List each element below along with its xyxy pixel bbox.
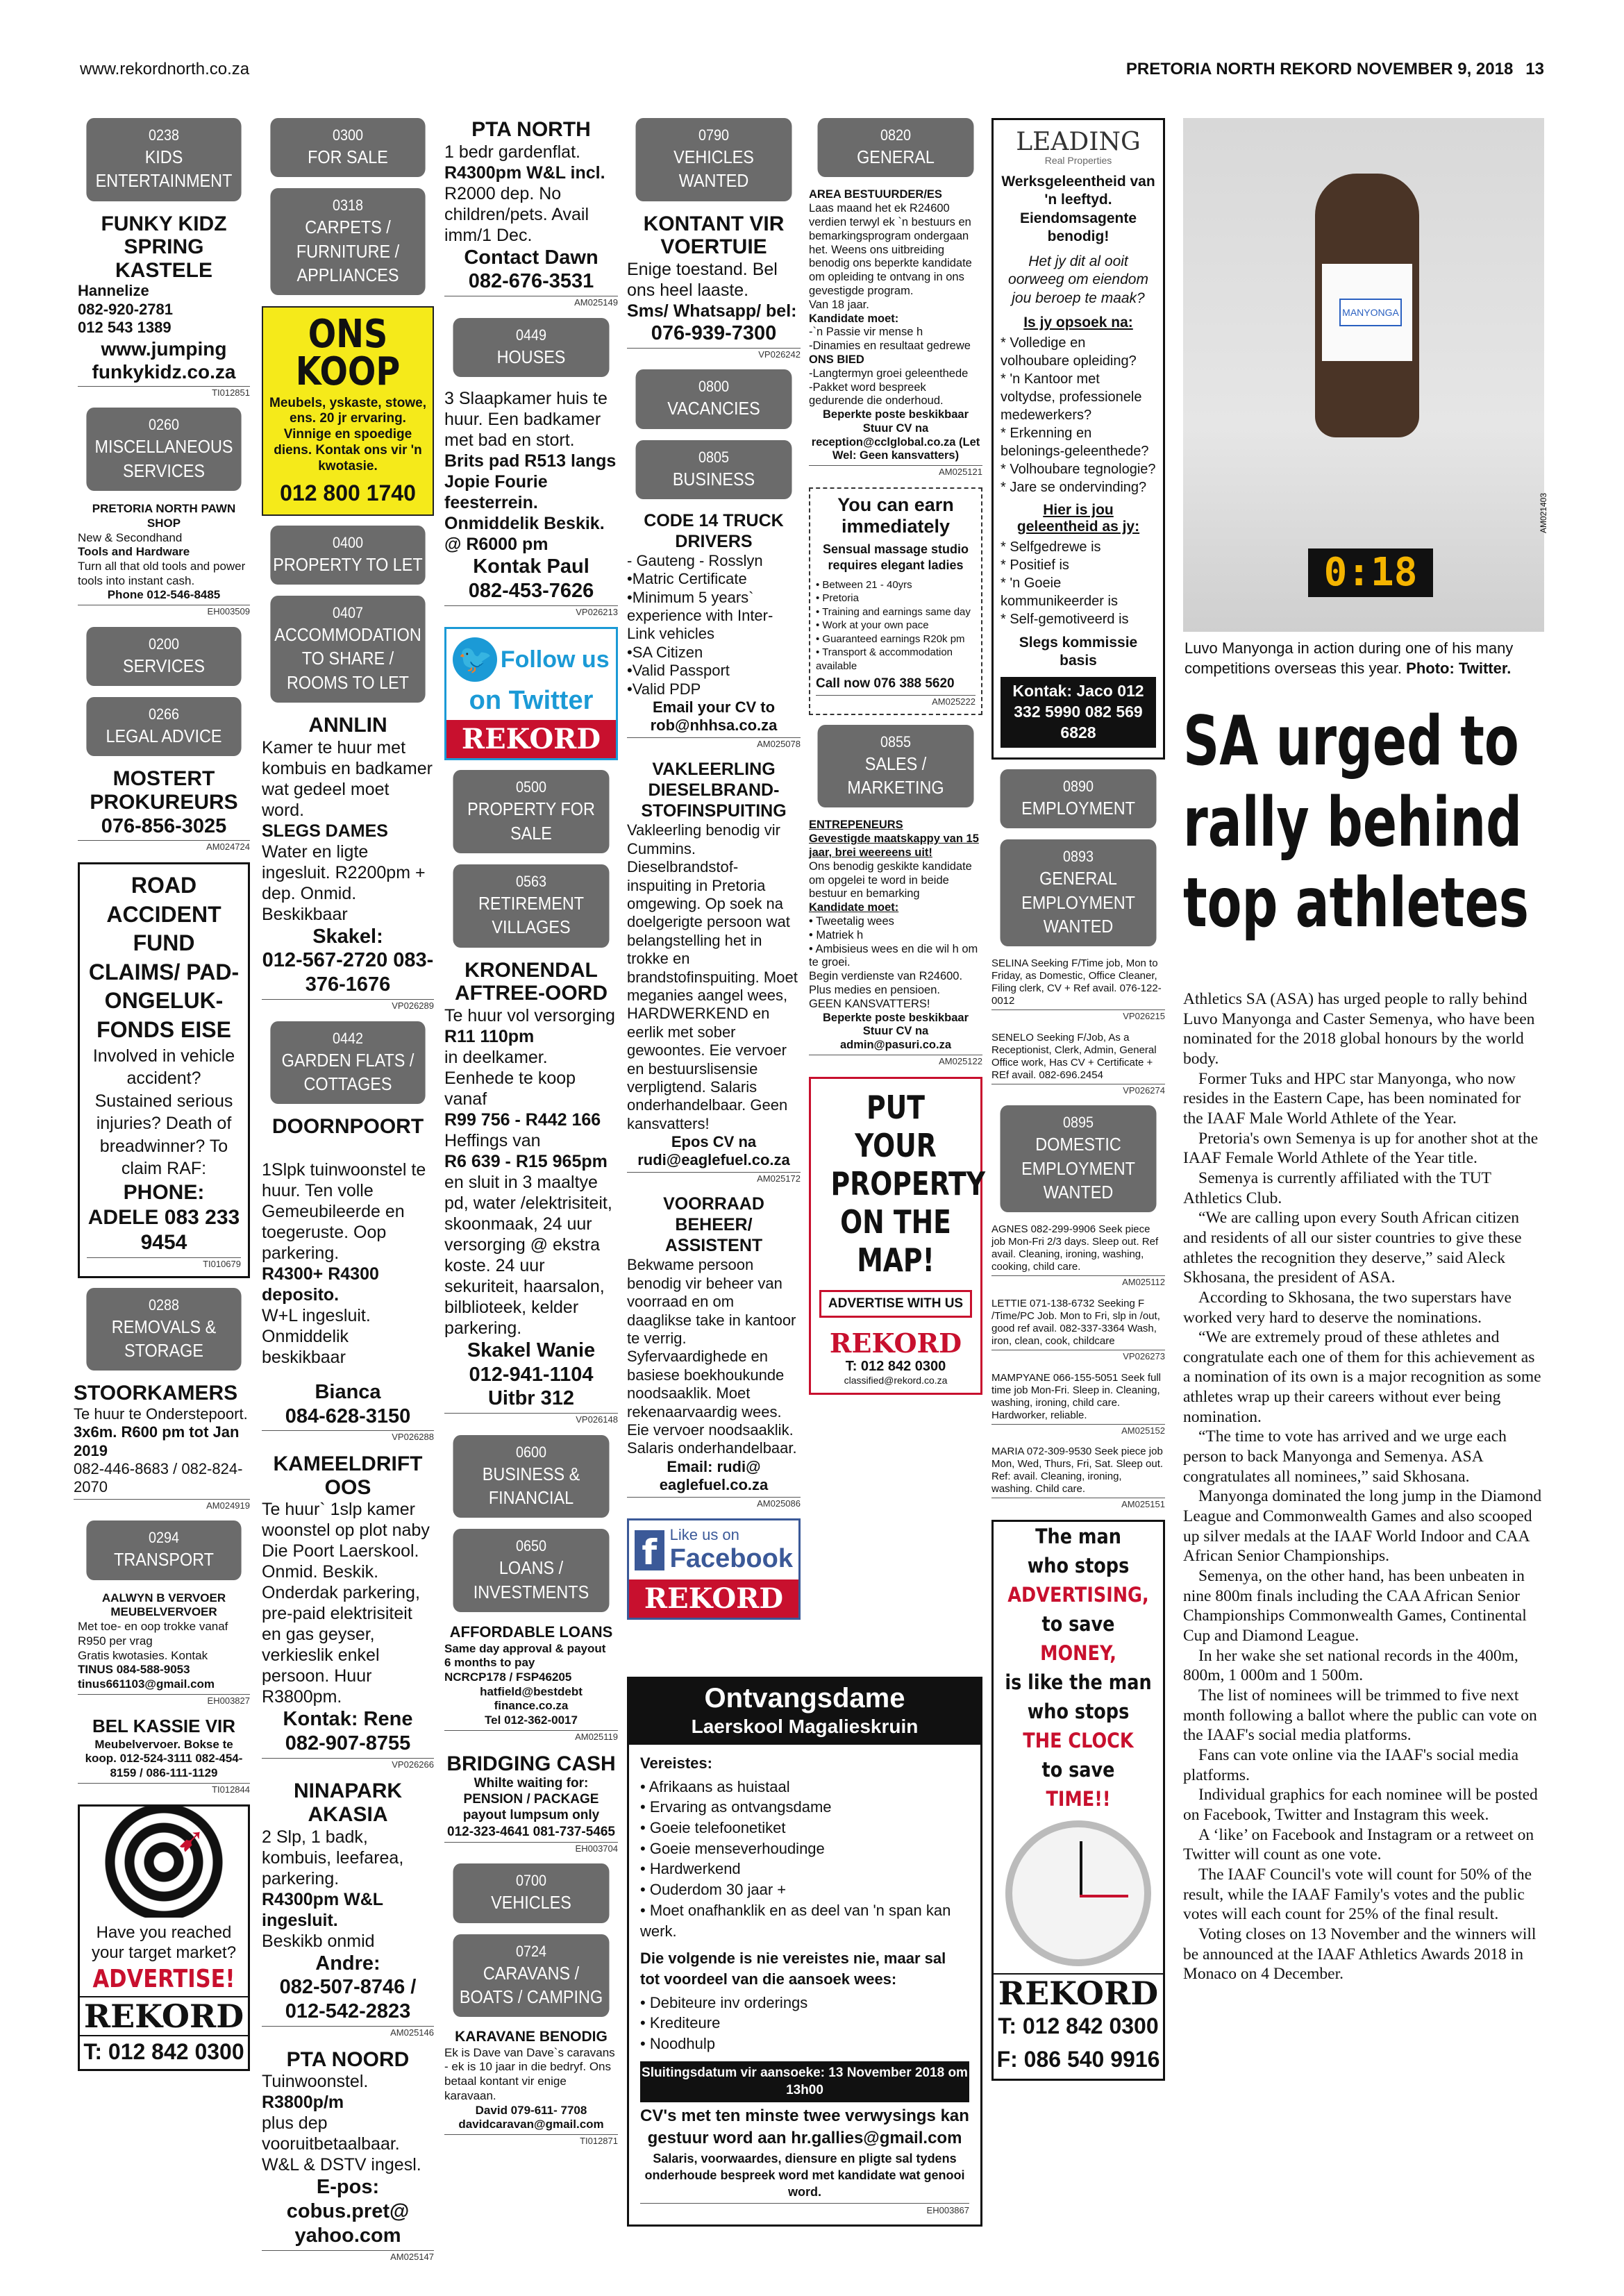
classified-ad: MARIA 072-309-9530 Seek piece job Mon, Wed, Thurs, Fri, Sat. Sleep out. Ref: avail. Cleaning, ironing, washing. Child care. AM025151	[991, 1446, 1165, 1510]
classified-ad: ANNLIN Kamer te huur met kombuis en badkamer wat gedeel moet word. SLEGS DAMES Water en ligte ingesluit. R2200pm + dep. Onmid. Beskikbaar Skakel: 012-567-2720 083-376-1676 VP026289	[262, 713, 434, 1011]
classified-ad: AALWYN B VERVOER MEUBELVERVOER Met toe- en oop trokke vanaf R950 per vrag Gratis kwotasies. Kontak TINUS 084-588-9053 tinus661103@gmail.com EH003827	[78, 1591, 250, 1706]
category-header: 0805 BUSINESS	[636, 440, 792, 499]
classified-ad: KRONENDAL AFTREE-OORD Te huur vol versorging R11 110pm in deelkamer. Eenhede te koop vanaf R99 756 - R442 166 Heffings van R6 639 - R15 965pm en sluit in 3 maaltye pd, water /elektrisiteit, skoonmaak, 24 uur versorging @ ekstra koste. 24 uur sekuriteit, haarsalon, bilblioteek, kelder parkering. Skakel Wanie 012-941-1104 Uitbr 312 VP026148	[444, 958, 618, 1425]
classified-ad: FUNKY KIDZ SPRING KASTELE Hannelize 082-920-2781 012 543 1389 www.jumping funkykidz.co.za TI012851	[78, 212, 250, 398]
stop-the-clock-ad: The man who stops ADVERTISING, to save MONEY, is like the man who stops THE CLOCK to save TIME!! REKORD T: 012 842 0300 F: 086 540 9916	[991, 1520, 1165, 2081]
classified-ad: MOSTERT PROKUREURS 076-856-3025 AM024724	[78, 767, 250, 853]
facebook-icon: f	[635, 1530, 664, 1570]
photo-credit: Photo: Twitter.	[1406, 659, 1512, 677]
category-header: 0600 BUSINESS & FINANCIAL	[453, 1435, 610, 1518]
classified-ad: PRETORIA NORTH PAWN SHOP New & Secondhand Tools and Hardware Turn all that old tools and power tools into instant cash. Phone 012-546-8485 EH003509	[78, 502, 250, 617]
classified-ad: AGNES 082-299-9906 Seek piece job Mon-Fri 2/3 days. Sleep out. Ref avail. Cleaning, ironing, washing, cooking, child care. AM025112	[991, 1223, 1165, 1288]
twitter-bird-icon: 🐦	[453, 637, 497, 682]
classified-ad: MAMPYANE 066-155-5051 Seek full time job Mon-Fri. Sleep in. Cleaning, washing, ironing, child care. Hardworker, reliable. AM025152	[991, 1371, 1165, 1436]
rekord-logo: REKORD	[629, 1579, 798, 1618]
classified-ad: 3 Slaapkamer huis te huur. Een badkamer met bad en stort. Brits pad R513 langs Jopie Fourie feesterrein. Onmiddelik Beskik. @ R6000 pm Kontak Paul 082-453-7626 VP026213	[444, 389, 618, 617]
race-bib: MANYONGA	[1339, 299, 1402, 326]
category-header: 0294 TRANSPORT	[86, 1520, 241, 1579]
scoreboard: 0:18	[1308, 548, 1433, 597]
category-header: 0563 RETIREMENT VILLAGES	[453, 864, 610, 948]
ad-reference: TI012851	[78, 386, 250, 399]
category-header: 0200 SERVICES	[86, 627, 241, 686]
dart-icon: ➹	[177, 1822, 206, 1859]
classified-ad: KARAVANE BENODIG Ek is Dave van Dave`s caravans - ek is 10 jaar in die bedryf. Ons betaal kontant vir enige karavaan. David 079-611- 7708 davidcaravan@gmail.com TI012871	[444, 2029, 618, 2146]
category-header: 0400 PROPERTY TO LET	[270, 526, 425, 585]
classified-ad: NINAPARK AKASIA 2 Slp, 1 badk, kombuis, leefarea, parkering. R4300pm W&L ingesluit. Beskikb onmid Andre: 082-507-8746 / 012-542-2823 AM025146	[262, 1779, 434, 2038]
category-header: 0260 MISCELLANEOUS SERVICES	[86, 408, 241, 491]
category-header: 0407 ACCOMMODATION TO SHARE / ROOMS TO LET	[270, 596, 425, 703]
classified-ad: SELINA Seeking F/Time job, Mon to Friday, as Domestic, Office Cleaner, Filing clerk, CV + Ref avail. 076-122-0012 VP026215	[991, 957, 1165, 1022]
article-body: Athletics SA (ASA) has urged people to rally behind Luvo Manyonga and Caster Semenya, who have been nominated for the 2018 global honours by the world body. Former Tuks and HPC star Manyonga, who now resides in the Eastern Cape, has been nominated for the IAAF Male World Athlete of the Year. Pretoria's own Semenya is up for another shot at the IAAF Female World Athlete of the Year title. Semenya is currently affiliated with the TUT Athletics Club. “We are calling upon every South African citizen and residents of all our sister countries to give these athletes the recognition they deserve,” said Aleck Skhosana, the president of ASA. According to Skhosana, the two superstars have worked very hard to deserve the nominations. “We are extremely proud of these athletes and congratulate each one of them for this achievement as a nomination of its own is a major recognition as some athletes wrap up their careers without ever being nomination. “The time to vote has arrived and we urge each person to back Manyonga and Semenya. ASA congratulates all nominees,” said Skhosana. Manyonga dominated the long jump in the Diamond League and Commonwealth Games and also scooped up silver medals at the IAAF World Indoor and CAA African Senior Championships. Semenya, on the other hand, has been unbeaten in nine 800m finals including the CAA African Senior Championships Commonwealth Games, Continental Cup and Diamond League. In her wake she set national records in the 400m, 800m, 1 000m and 1 500m. The list of nominees will be trimmed to five next month following a ballot where the public can vote on the IAAF's social media platforms. Fans can vote online via the IAAF's social media platforms. Individual graphics for each nominee will be posted on Facebook, Twitter and Instagram this week. A ‘like’ on Facebook and Instagram or a retweet on Twitter will count as one vote. The IAAF Council's vote will count for 50% of the result, while the IAAF Family's votes and the public votes will each count for 25% of the final result. Voting closes on 13 November and the winners will be announced at the IAAF Athletics Awards 2018 in Monaco on 4 December.	[1183, 990, 1542, 1984]
classified-ad: KONTANT VIR VOERTUIE Enige toestand. Bel ons heel laaste. Sms/ Whatsapp/ bel: 076-939-7300 VP026242	[627, 212, 801, 360]
classified-ad: PTA NORTH 1 bedr gardenflat. R4300pm W&L incl. R2000 dep. No children/pets. Avail imm/1 Dec. Contact Dawn 082-676-3531 AM025149	[444, 118, 618, 308]
category-header: 0890 EMPLOYMENT	[1001, 769, 1157, 828]
classifieds-column-6	[991, 118, 1165, 2081]
stopwatch-icon	[1005, 1820, 1151, 1966]
classified-ad: BEL KASSIE VIR Meubelvervoer. Bokse te koop. 012-524-3111 082-454- 8159 / 086-111-1129 TI012844	[78, 1716, 250, 1795]
classifieds-column-1	[74, 118, 250, 2071]
category-header: 0724 CARAVANS / BOATS / CAMPING	[453, 1934, 610, 2018]
classified-ad: AFFORDABLE LOANS Same day approval & payout 6 months to pay NCRCP178 / FSP46205 hatfield@bestdebt finance.co.za Tel 012-362-0017 AM025119	[444, 1623, 618, 1742]
category-header: 0800 VACANCIES	[636, 369, 792, 428]
classifieds-column-4	[627, 118, 801, 1629]
rekord-logo: REKORD	[446, 720, 616, 758]
category-header: 0855 SALES / MARKETING	[818, 725, 974, 808]
rekord-logo: REKORD	[80, 1996, 248, 2036]
website-url[interactable]: www.rekordnorth.co.za	[80, 60, 250, 78]
twitter-follow-ad[interactable]: 🐦 Follow us on Twitter REKORD	[444, 627, 618, 760]
rekord-logo: REKORD	[829, 1327, 962, 1359]
page-number: 13	[1525, 60, 1544, 78]
classifieds-column-5	[809, 118, 986, 1405]
category-header: 0500 PROPERTY FOR SALE	[453, 770, 610, 853]
facebook-like-ad[interactable]: f Like us on Facebook REKORD	[627, 1518, 801, 1620]
ons-koop-ad: ONS KOOP Meubels, yskaste, stowe, ens. 20 jr ervaring. Vinnige en spoedige diens. Kontak ons vir 'n kwotasie. 012 800 1740	[262, 306, 434, 515]
ontvangsdame-vacancy-ad: Ontvangsdame Laerskool Magalieskruin Vereistes: • Afrikaans as huistaal • Ervaring as ontvangsdame • Goeie telefoonetiket • Goeie menseverhoudinge • Hardwerkend • Ouderdom 30 jaar + • Moet onafhanklik en as deel van 'n span kan werk. Die volgende is nie vereistes nie, maar sal tot voordeel van die aansoek wees: • Debiteure inv orderings • Krediteure • Noodhulp Sluitingsdatum vir aansoeke: 13 November 2018 om 13h00 CV's met ten minste twee verwysings kan gestuur word aan hr.gallies@gmail.com Salaris, voorwaardes, diensure en pligte sal tydens onderhoude bespreek word met kandidate wat genooi word. EH003867	[627, 1677, 982, 2227]
ad-title: FUNKY KIDZ SPRING KASTELE	[101, 212, 227, 282]
category-header: 0650 LOANS / INVESTMENTS	[453, 1529, 610, 1612]
advertise-target-ad: ➹ Have you reached your target market? ADVERTISE! REKORD T: 012 842 0300	[78, 1804, 250, 2071]
classifieds-column-2	[262, 118, 434, 2272]
classified-ad: VAKLEERLING DIESELBRAND-STOFINSPUITING Vakleerling benodig vir Cummins. Dieselbrandstof-inspuiting in Pretoria omgewing. Op soek na doelgerigte persoon wat belangstelling het in trokke en brandstofinspuiting. Moet meganies aangel wees, HARDWERKEND en eerlik met sober gewoontes. Eie vervoer en bestuurslisensie verpligtend. Salaris onderhandelbaar. Geen kansvatters! Epos CV na rudi@eaglefuel.co.za AM025172	[627, 760, 801, 1184]
category-header: 0318 CARPETS / FURNITURE / APPLIANCES	[270, 188, 425, 295]
category-header: 0300 FOR SALE	[270, 118, 425, 177]
classified-ad: DOORNPOORT 1Slpk tuinwoonstel te huur. Ten volle Gemeubileerde en toegeruste. Oop parkering. R4300+ R4300 deposito. W+L ingesluit. Onmiddelik beskikbaar Bianca 084-628-3150 VP026288	[262, 1115, 434, 1443]
leading-logo: LEADING	[1016, 128, 1141, 156]
rekord-logo: REKORD	[994, 1973, 1163, 2012]
classified-ad: AREA BESTUURDER/ES Laas maand het ek R24600 verdien terwyl ek `n bestuurs en bemarkingsprogram ondergaan het. Weens ons uitbreiding benodig ons beperkte kandidate om opleiding te ontvang in ons gevestigde program. Van 18 jaar. Kandidate moet: -`n Passie vir mense h -Dinamies en resultaat gedrewe ONS BIED -Langtermyn groei geleenthede -Pakket word bespreek gedurende die onderhoud. Beperkte poste beskikbaar Stuur CV na reception@cclglobal.co.za (Let Wel: Geen kansvatters) AM025121	[809, 188, 982, 478]
category-header: 0266 LEGAL ADVICE	[86, 697, 241, 756]
photo-ref: AM021403	[1539, 493, 1548, 534]
massage-studio-ad: You can earn immediately Sensual massage studio requires elegant ladies • Between 21 - 40yrs • Pretoria • Training and earnings same day • Work at your own pace • Guaranteed earnings R20k pm • Transport & accommodation available Call now 076 388 5620 AM025222	[809, 487, 982, 715]
classified-ad: VOORRAAD BEHEER/ ASSISTENT Bekwame persoon benodig vir beheer van voorraad en om daaglikse take in kantoor te verrig. Syfervaardighede en basiese boekhoukunde noodsaaklik. Moet rekenaarvaardig wees. Eie vervoer noodsaaklik. Salaris onderhandelbaar. Email: rudi@ eaglefuel.co.za AM025086	[627, 1194, 801, 1509]
category-header: 0449 HOUSES	[453, 318, 610, 377]
category-header: 0700 VEHICLES	[453, 1863, 610, 1922]
category-header: 0288 REMOVALS & STORAGE	[86, 1288, 241, 1371]
category-header: 0893 GENERAL EMPLOYMENT WANTED	[1001, 839, 1157, 946]
athlete-photo	[1183, 118, 1548, 632]
classified-ad: PTA NOORD Tuinwoonstel. R3800p/m plus dep vooruitbetaalbaar. W&L & DSTV ingesl. E-pos: cobus.pret@ yahoo.com AM025147	[262, 2047, 434, 2262]
raf-claims-ad: ROAD ACCIDENT FUND CLAIMS/ PAD-ONGELUK-FONDS EISE Involved in vehicle accident? Sustained serious injuries? Death of breadwinner? To claim RAF: PHONE: ADELE 083 233 9454 TI010679	[78, 862, 250, 1278]
page-header	[80, 60, 1544, 85]
classified-ad: KAMEELDRIFT OOS Te huur` 1slp kamer woonstel op plot naby Die Poort Laerskool. Onmid. Beskik. Onderdak parkering, pre-paid elektrisiteit en gas geyser, verkieslik enkel persoon. Huur R3800pm. Kontak: Rene 082-907-8755 VP026266	[262, 1452, 434, 1770]
ad-email[interactable]: cobus.pret@ yahoo.com	[286, 2199, 410, 2247]
classifieds-column-3	[444, 118, 618, 2156]
category-header: 0820 GENERAL	[818, 118, 974, 177]
classified-ad: ENTREPENEURS Gevestigde maatskappy van 15 jaar, brei weereens uit! Ons benodig geskikte kandidate om opgelei te word in beide bestuur en bemarking Kandidate moet: • Tweetalig wees • Matriek h • Ambisieus wees en die wil h om te groei. Begin verdienste van R24600. Plus medies en pensioen. GEEN KANSVATTERS! Beperkte poste beskikbaar Stuur CV na admin@pasuri.co.za AM025122	[809, 819, 982, 1067]
put-property-on-map-ad: PUT YOUR PROPERTY ON THE MAP! ADVERTISE WITH US REKORD T: 012 842 0300 classified@rekord.co.za	[809, 1077, 982, 1396]
article-headline: SA urged to rally behind top athletes	[1183, 702, 1529, 944]
dartboard-icon	[80, 1807, 248, 1918]
classified-ad: CODE 14 TRUCK DRIVERS - Gauteng - Rosslyn •Matric Certificate •Minimum 5 years` experience with Inter-Link vehicles •SA Citizen •Valid Passport •Valid PDP Email your CV to rob@nhhsa.co.za AM025078	[627, 510, 801, 749]
publication-title: PRETORIA NORTH REKORD NOVEMBER 9, 2018	[1125, 60, 1514, 78]
photo-caption: Luvo Manyonga in action during one of his many competitions overseas this year. Photo: Twitter.	[1184, 639, 1514, 677]
publication-line	[1126, 60, 1544, 79]
category-header: 0895 DOMESTIC EMPLOYMENT WANTED	[1001, 1105, 1157, 1212]
leading-properties-ad: LEADING Real Properties Werksgeleentheid van 'n leeftyd. Eiendomsagente benodig! Het jy dit al ooit oorweeg om eiendom jou beroep te maak? Is jy opsoek na: * Volledige en volhoubare opleiding? * 'n Kantoor met voltydse, professionele medewerkers? * Erkenning en belonings-geleenthede? * Volhoubare tegnologie? * Jare se ondervinding? Hier is jou geleentheid as jy: * Selfgedrewe is * Positief is * 'n Goeie kommunikeerder is * Self-gemotiveerd is Slegs kommissie basis Kontak: Jaco 012 332 5990 082 569 6828	[991, 118, 1165, 760]
classified-ad: STOORKAMERS Te huur te Onderstepoort. 3x6m. R600 pm tot Jan 2019 082-446-8683 / 082-824-2070 AM024919	[74, 1382, 250, 1511]
category-header: 0238 KIDS ENTERTAINMENT	[86, 118, 241, 201]
classified-ad: SENELO Seeking F/Job, As a Receptionist, Clerk, Admin, General Office work, Has CV + Certificate + REf avail. 082-696.2454 VP026274	[991, 1031, 1165, 1096]
category-header: 0790 VEHICLES WANTED	[636, 118, 792, 201]
ad-website[interactable]: www.jumping funkykidz.co.za	[92, 337, 236, 383]
classified-ad: LETTIE 071-138-6732 Seeking F /Time/PC Job. Mon to Fri, slp in /out, good ref avail. 082-337-3364 Wash, iron, clean, cook, childcare VP026273	[991, 1297, 1165, 1361]
classified-ad: BRIDGING CASH Whilte waiting for: PENSION / PACKAGE payout lumpsum only 012-323-4641 081-737-5465 EH003704	[444, 1752, 618, 1854]
category-header: 0442 GARDEN FLATS / COTTAGES	[270, 1021, 425, 1105]
